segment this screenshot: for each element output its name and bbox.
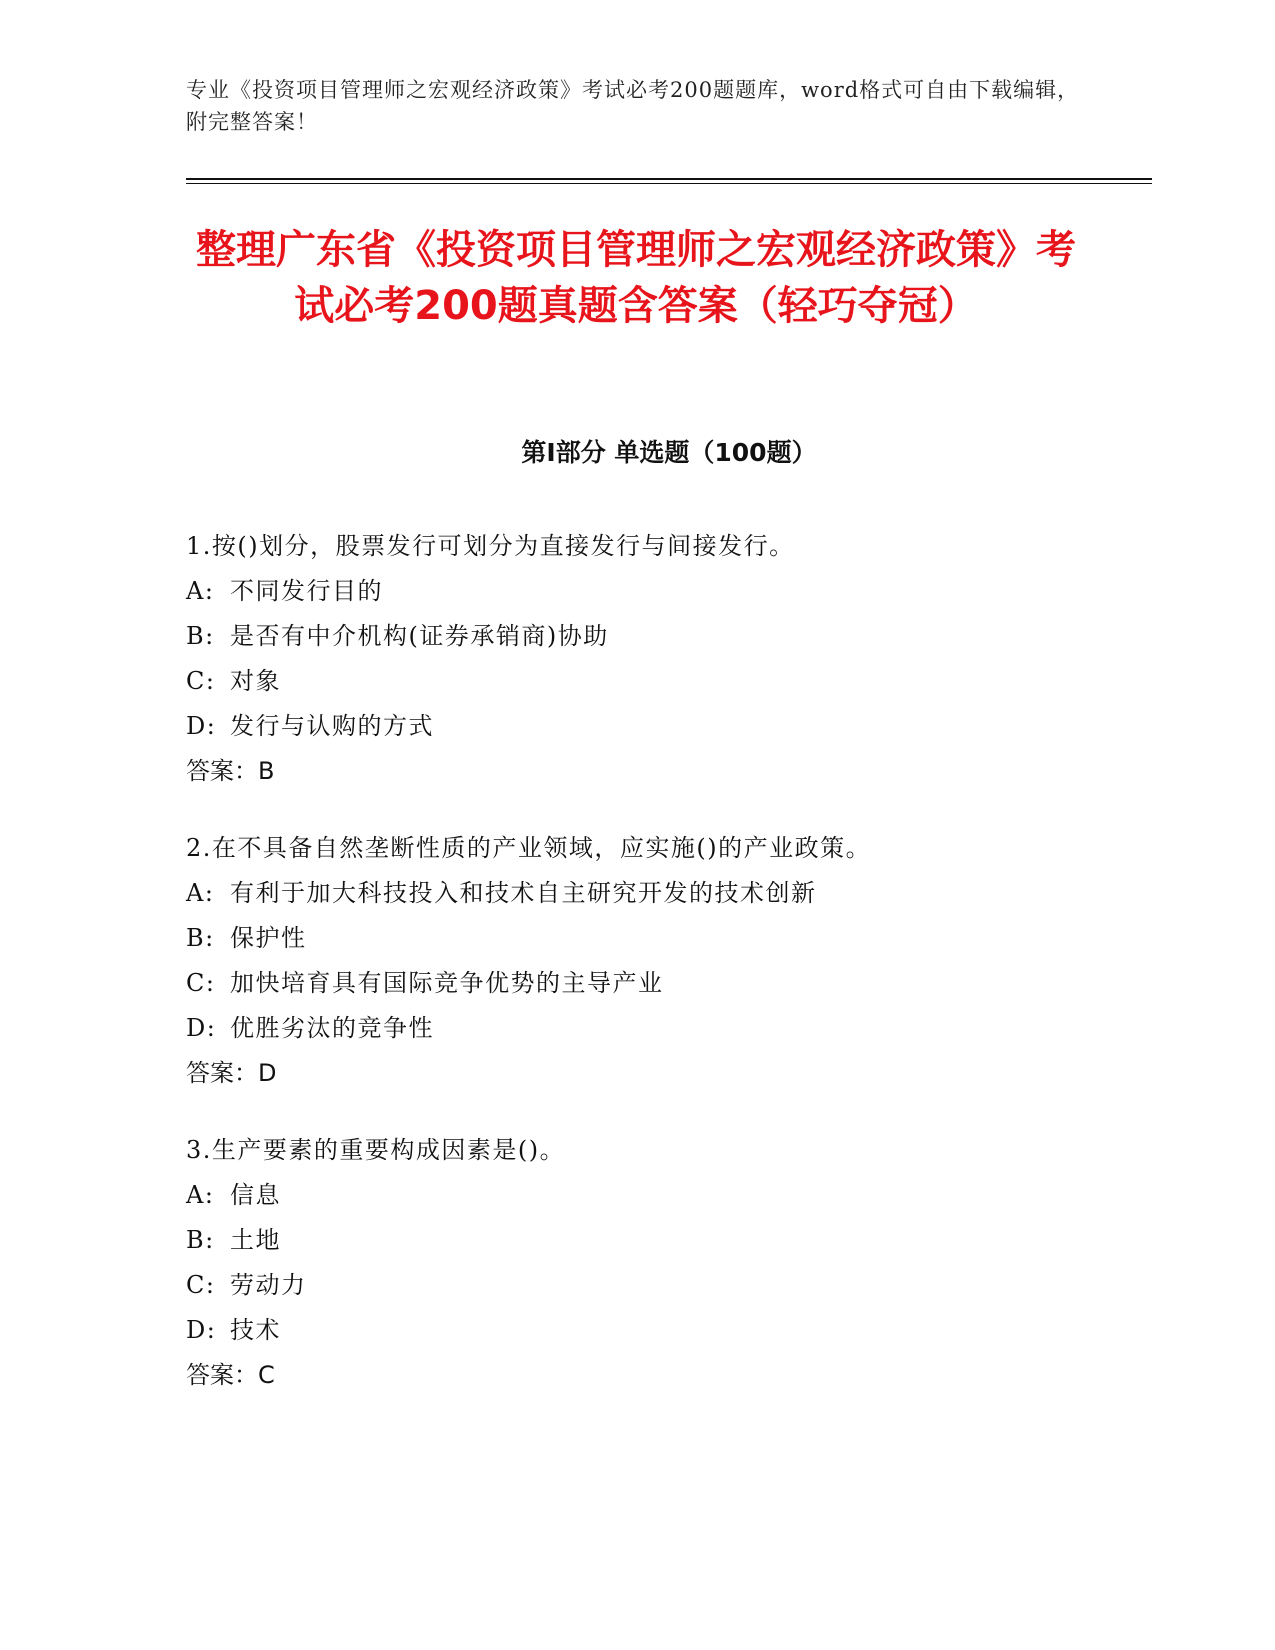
option-key: B:: [186, 622, 215, 650]
question-list: [186, 524, 1152, 1430]
option-key: D:: [186, 1316, 217, 1344]
option-text: 信息: [230, 1181, 281, 1209]
option-text: 技术: [230, 1316, 281, 1344]
option-text: 劳动力: [230, 1271, 307, 1299]
option-a: [186, 871, 1152, 916]
option-text: 保护性: [230, 924, 307, 952]
option-key: A:: [186, 879, 215, 907]
option-key: A:: [186, 1181, 215, 1209]
option-key: B:: [186, 1226, 215, 1254]
option-key: D:: [186, 712, 217, 740]
document-title: 整理广东省《投资项目管理师之宏观经济政策》考试必考200题真题含答案（轻巧夺冠）: [196, 227, 1076, 329]
option-text: 是否有中介机构(证券承销商)协助: [230, 622, 609, 650]
header-rule-thick: [186, 178, 1152, 180]
question-2: [186, 826, 1152, 1096]
option-key: A:: [186, 577, 215, 605]
option-b: [186, 1218, 1152, 1263]
option-key: C:: [186, 667, 216, 695]
option-key: C:: [186, 969, 216, 997]
option-b: [186, 614, 1152, 659]
option-b: [186, 916, 1152, 961]
option-key: D:: [186, 1014, 217, 1042]
option-text: 不同发行目的: [230, 577, 383, 605]
option-d: [186, 704, 1152, 749]
option-a: [186, 569, 1152, 614]
header-rule-thin: [186, 183, 1152, 184]
question-3: [186, 1128, 1152, 1398]
option-text: 加快培育具有国际竞争优势的主导产业: [230, 969, 664, 997]
answer: 答案：C: [186, 1361, 275, 1389]
option-key: B:: [186, 924, 215, 952]
option-text: 优胜劣汰的竞争性: [230, 1014, 434, 1042]
option-a: [186, 1173, 1152, 1218]
option-d: [186, 1308, 1152, 1353]
option-text: 对象: [230, 667, 281, 695]
option-text: 发行与认购的方式: [230, 712, 434, 740]
answer: 答案：B: [186, 757, 275, 785]
option-c: [186, 659, 1152, 704]
section-title: 第Ⅰ部分 单选题（100题）: [521, 438, 817, 467]
question-stem: 3.生产要素的重要构成因素是()。: [186, 1136, 566, 1164]
question-stem: 2.在不具备自然垄断性质的产业领域，应实施()的产业政策。: [186, 834, 872, 862]
question-stem: 1.按()划分，股票发行可划分为直接发行与间接发行。: [186, 532, 795, 560]
option-c: [186, 961, 1152, 1006]
option-key: C:: [186, 1271, 216, 1299]
option-d: [186, 1006, 1152, 1051]
answer: 答案：D: [186, 1059, 277, 1087]
option-text: 土地: [230, 1226, 281, 1254]
option-text: 有利于加大科技投入和技术自主研究开发的技术创新: [230, 879, 817, 907]
option-c: [186, 1263, 1152, 1308]
question-1: [186, 524, 1152, 794]
header-note: 专业《投资项目管理师之宏观经济政策》考试必考200题题库，word格式可自由下载编辑，附完整答案！: [186, 78, 1080, 134]
